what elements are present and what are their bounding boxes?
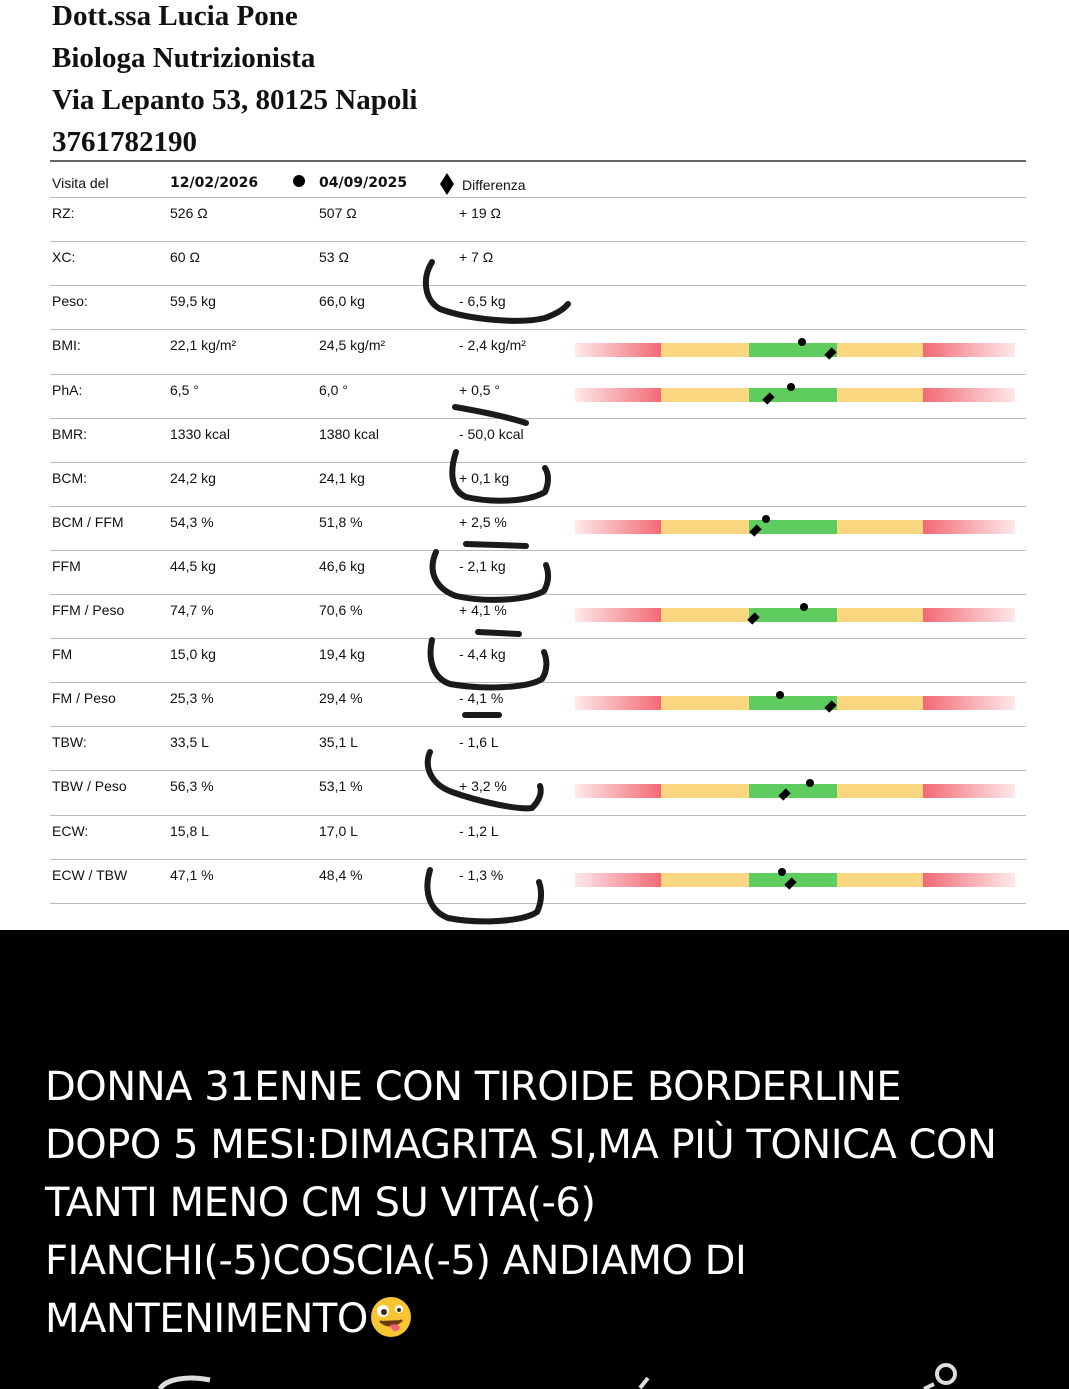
value-current: 24,2 kg	[170, 470, 216, 486]
value-previous: 70,6 %	[319, 602, 363, 618]
table-row	[0, 550, 1069, 594]
visit-header-row	[50, 172, 1026, 196]
range-seg-high	[923, 343, 1015, 357]
value-previous: 46,6 kg	[319, 558, 365, 574]
range-seg-high	[923, 520, 1015, 534]
range-seg-warn-low	[661, 608, 749, 622]
row-label: BCM:	[52, 470, 87, 486]
value-difference: - 4,4 kg	[459, 646, 506, 662]
range-seg-warn-high	[837, 873, 923, 887]
value-difference: - 2,1 kg	[459, 558, 506, 574]
table-row	[0, 594, 1069, 638]
range-seg-low	[575, 608, 661, 622]
range-bar	[575, 520, 1015, 534]
value-previous: 1380 kcal	[319, 426, 379, 442]
table-row	[0, 197, 1069, 241]
table-row	[0, 374, 1069, 418]
link-icon[interactable]	[937, 1365, 955, 1383]
doctor-name: Dott.ssa Lucia Pone	[52, 0, 298, 32]
current-value-marker	[776, 691, 784, 699]
value-difference: + 4,1 %	[459, 602, 507, 618]
value-difference: - 4,1 %	[459, 690, 504, 706]
row-label: BMR:	[52, 426, 87, 442]
caption-line: DOPO 5 MESI:DIMAGRITA SI,MA PIÙ TONICA CON	[45, 1122, 997, 1168]
current-value-marker	[787, 383, 795, 391]
range-seg-normal	[749, 520, 837, 534]
range-seg-warn-low	[661, 873, 749, 887]
comment-icon[interactable]	[160, 1378, 210, 1389]
caption-line-last	[45, 1290, 1045, 1348]
table-row	[0, 770, 1069, 814]
current-value-marker	[798, 338, 806, 346]
range-seg-warn-high	[837, 696, 923, 710]
row-label: Peso:	[52, 293, 88, 309]
value-current: 74,7 %	[170, 602, 214, 618]
row-label: TBW / Peso	[52, 778, 127, 794]
range-bar	[575, 696, 1015, 710]
bottom-bar-partial	[0, 1360, 1069, 1389]
value-current: 56,3 %	[170, 778, 214, 794]
value-previous: 35,1 L	[319, 734, 358, 750]
table-row	[0, 638, 1069, 682]
range-seg-warn-low	[661, 388, 749, 402]
row-label: TBW:	[52, 734, 87, 750]
value-difference: - 50,0 kcal	[459, 426, 524, 442]
range-seg-low	[575, 696, 661, 710]
date-current: 12/02/2026	[170, 175, 259, 191]
table-row	[0, 418, 1069, 462]
value-difference: + 0,1 kg	[459, 470, 510, 486]
range-seg-high	[923, 873, 1015, 887]
doctor-address: Via Lepanto 53, 80125 Napoli	[52, 84, 418, 116]
value-current: 59,5 kg	[170, 293, 216, 309]
value-previous: 53 Ω	[319, 249, 349, 265]
range-bar	[575, 343, 1015, 357]
row-label: PhA:	[52, 382, 83, 398]
range-bar	[575, 784, 1015, 798]
value-current: 1330 kcal	[170, 426, 230, 442]
value-difference: - 2,4 kg/m²	[459, 337, 526, 353]
current-value-marker	[778, 868, 786, 876]
range-seg-low	[575, 388, 661, 402]
range-seg-warn-low	[661, 784, 749, 798]
table-row	[0, 506, 1069, 550]
value-difference: - 1,2 L	[459, 823, 499, 839]
range-seg-low	[575, 520, 661, 534]
doctor-phone: 3761782190	[52, 126, 197, 158]
value-previous: 29,4 %	[319, 690, 363, 706]
value-previous: 6,0 °	[319, 382, 348, 398]
caption-line: FIANCHI(-5)COSCIA(-5) ANDIAMO DI	[45, 1238, 747, 1284]
range-seg-warn-high	[837, 608, 923, 622]
value-difference: + 2,5 %	[459, 514, 507, 530]
row-label: FFM	[52, 558, 81, 574]
range-seg-low	[575, 873, 661, 887]
value-difference: - 1,6 L	[459, 734, 499, 750]
caption-line: DONNA 31ENNE CON TIROIDE BORDERLINE	[45, 1064, 902, 1110]
value-current: 526 Ω	[170, 205, 208, 221]
row-label: BMI:	[52, 337, 81, 353]
value-previous: 24,1 kg	[319, 470, 365, 486]
visit-label: Visita del	[52, 175, 109, 191]
table-row	[0, 682, 1069, 726]
row-label: RZ:	[52, 205, 75, 221]
header-divider	[50, 160, 1026, 162]
range-seg-low	[575, 343, 661, 357]
value-previous: 48,4 %	[319, 867, 363, 883]
range-seg-warn-high	[837, 343, 923, 357]
row-label: ECW:	[52, 823, 89, 839]
value-current: 54,3 %	[170, 514, 214, 530]
range-seg-warn-high	[837, 388, 923, 402]
table-row	[0, 859, 1069, 903]
range-seg-warn-low	[661, 343, 749, 357]
date-previous: 04/09/2025	[319, 175, 408, 191]
row-label: FM / Peso	[52, 690, 116, 706]
value-current: 44,5 kg	[170, 558, 216, 574]
table-row	[0, 329, 1069, 373]
range-seg-warn-low	[661, 696, 749, 710]
range-seg-high	[923, 608, 1015, 622]
row-divider	[50, 903, 1026, 904]
value-previous: 24,5 kg/m²	[319, 337, 386, 353]
value-current: 47,1 %	[170, 867, 214, 883]
value-difference: + 3,2 %	[459, 778, 507, 794]
caption-line: TANTI MENO CM SU VITA(-6)	[45, 1180, 596, 1226]
value-difference: + 19 Ω	[459, 205, 501, 221]
value-current: 6,5 °	[170, 382, 199, 398]
current-value-marker	[800, 603, 808, 611]
value-previous: 19,4 kg	[319, 646, 365, 662]
range-seg-high	[923, 388, 1015, 402]
range-seg-high	[923, 696, 1015, 710]
value-previous: 53,1 %	[319, 778, 363, 794]
value-current: 22,1 kg/m²	[170, 337, 237, 353]
value-previous: 51,8 %	[319, 514, 363, 530]
table-row	[0, 726, 1069, 770]
value-current: 33,5 L	[170, 734, 209, 750]
table-row	[0, 285, 1069, 329]
previous-diamond-icon	[440, 173, 454, 195]
value-difference: - 6,5 kg	[459, 293, 506, 309]
range-seg-warn-low	[661, 520, 749, 534]
value-current: 60 Ω	[170, 249, 200, 265]
value-current: 15,8 L	[170, 823, 209, 839]
current-circle-icon	[293, 175, 305, 187]
zany-face-icon	[370, 1296, 412, 1338]
value-difference: + 7 Ω	[459, 249, 494, 265]
share-icon[interactable]	[640, 1378, 648, 1388]
value-difference: - 1,3 %	[459, 867, 504, 883]
value-current: 15,0 kg	[170, 646, 216, 662]
value-difference: + 0,5 °	[459, 382, 501, 398]
value-current: 25,3 %	[170, 690, 214, 706]
range-seg-low	[575, 784, 661, 798]
range-seg-warn-high	[837, 520, 923, 534]
range-bar	[575, 608, 1015, 622]
range-seg-warn-high	[837, 784, 923, 798]
doctor-title: Biologa Nutrizionista	[52, 42, 316, 74]
value-previous: 507 Ω	[319, 205, 357, 221]
value-previous: 66,0 kg	[319, 293, 365, 309]
range-bar	[575, 873, 1015, 887]
row-label: XC:	[52, 249, 76, 265]
table-row	[0, 462, 1069, 506]
post-caption	[45, 1058, 1045, 1348]
range-seg-normal	[749, 784, 837, 798]
table-row	[0, 815, 1069, 859]
range-bar	[575, 388, 1015, 402]
row-label: BCM / FFM	[52, 514, 124, 530]
row-label: ECW / TBW	[52, 867, 128, 883]
row-label: FFM / Peso	[52, 602, 125, 618]
value-previous: 17,0 L	[319, 823, 358, 839]
diff-label: Differenza	[462, 177, 526, 193]
caption-line: MANTENIMENTO	[45, 1296, 368, 1342]
range-seg-normal	[749, 608, 837, 622]
table-row	[0, 241, 1069, 285]
row-label: FM	[52, 646, 73, 662]
range-seg-high	[923, 784, 1015, 798]
